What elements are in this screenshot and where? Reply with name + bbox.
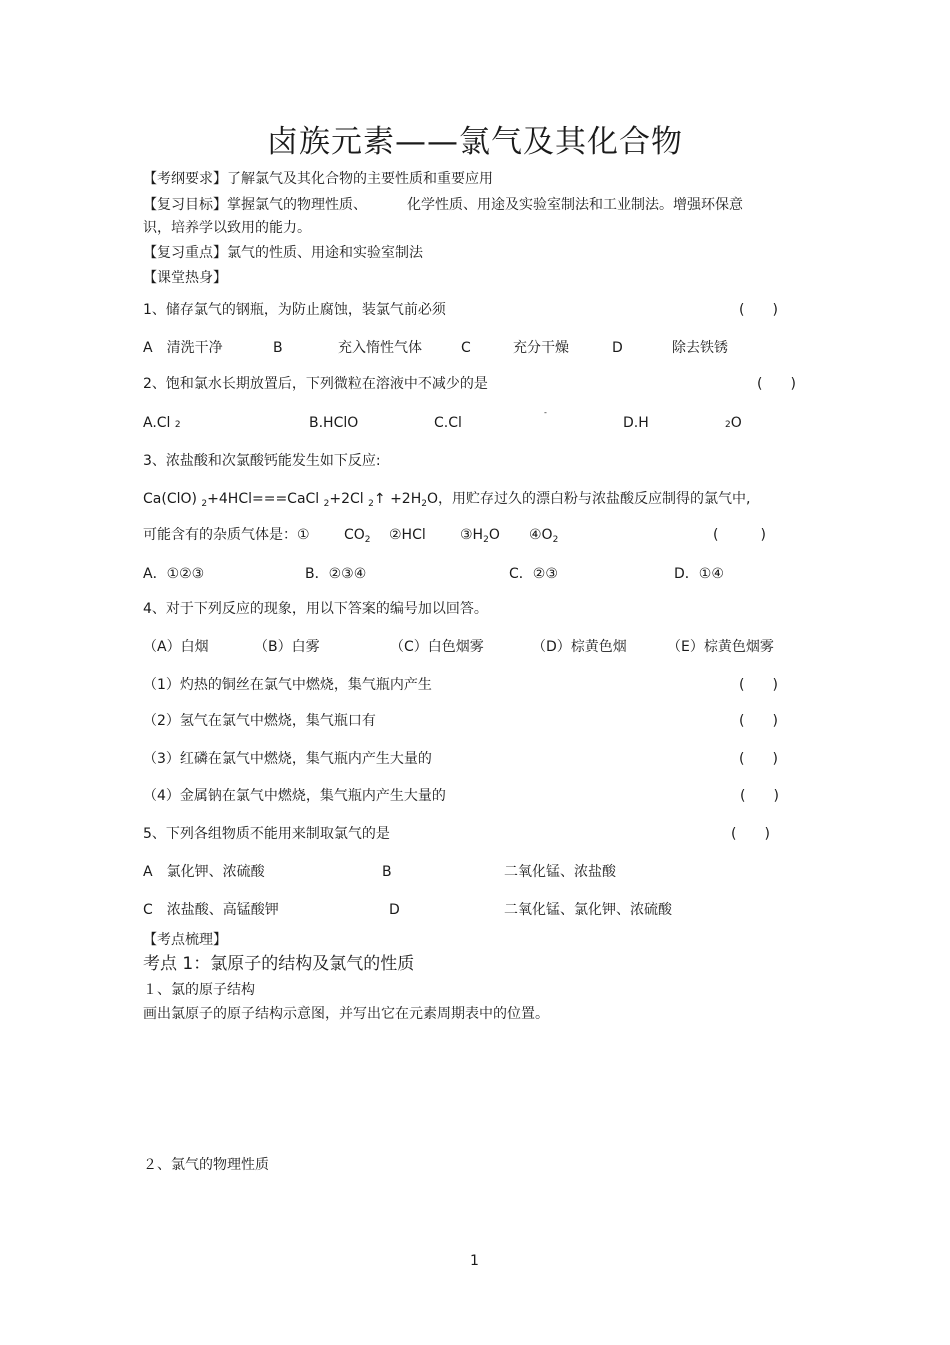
kaodian-heading: 【考点梳理】: [143, 932, 227, 948]
kaogang-line: 【考纲要求】了解氯气及其化合物的主要性质和重要应用: [143, 171, 493, 187]
q2-stem: 2、饱和氯水长期放置后，下列微粒在溶液中不减少的是: [143, 376, 488, 392]
q3-option-d: D．①④: [674, 566, 724, 582]
q4-sub-1-paren: ( ): [739, 677, 778, 693]
q4-choice-d: （D）棕黄色烟: [532, 639, 627, 655]
page-title: 卤族元素——氯气及其化合物: [267, 124, 683, 160]
mubiao-line-1b: 化学性质、用途及实验室制法和工业制法。增强环保意: [407, 197, 743, 213]
mubiao-line-2: 识，培养学以致用的能力。: [143, 220, 311, 236]
q2-option-c: C.Cl: [434, 415, 462, 431]
q3-answer-paren: ( ): [713, 527, 766, 543]
q1-option-b: 充入惰性气体: [338, 340, 422, 356]
q3-equation: Ca(ClO) $_2$+4HCl===CaCl $_2$+2Cl $_2$↑ $+2H_2O$，用贮存过久的漂白粉与浓盐酸反应制得的氯气中,: [143, 491, 751, 509]
q1-option-c: 充分干燥: [513, 340, 569, 356]
q4-choice-c: （C）白色烟雾: [390, 639, 484, 655]
q4-sub-2-paren: ( ): [739, 713, 778, 729]
q2-option-a: A.Cl 2: [143, 415, 181, 431]
q3-impurity-co2: $CO_2$: [344, 527, 371, 545]
q4-stem: 4、对于下列反应的现象，用以下答案的编号加以回答。: [143, 601, 488, 617]
q1-option-d-letter: D: [612, 340, 623, 356]
q4-sub-1: （1）灼热的铜丝在氯气中燃烧，集气瓶内产生: [143, 677, 432, 693]
q2-option-c-charge: -: [544, 408, 547, 417]
q2-answer-paren: ( ): [757, 376, 796, 392]
q4-choice-b: （B）白雾: [254, 639, 320, 655]
q4-sub-3: （3）红磷在氯气中燃烧，集气瓶内产生大量的: [143, 751, 432, 767]
q2-option-d: D.H: [623, 415, 649, 431]
q3-option-b: B．②③④: [305, 566, 367, 582]
q1-option-d: 除去铁锈: [672, 340, 728, 356]
q3-impurity-h2o: $③H_2O$: [460, 527, 500, 545]
q4-choice-a: （A）白烟: [143, 639, 209, 655]
atom-structure-instruction: 画出氯原子的原子结构示意图，并写出它在元素周期表中的位置。: [143, 1006, 549, 1022]
q5-stem: 5、下列各组物质不能用来制取氯气的是: [143, 826, 390, 842]
q1-option-c-letter: C: [461, 340, 471, 356]
q4-sub-4-paren: ( ): [740, 788, 779, 804]
page-number: 1: [470, 1253, 479, 1269]
q5-answer-paren: ( ): [731, 826, 770, 842]
zhongdian-line: 【复习重点】氯气的性质、用途和实验室制法: [143, 245, 423, 261]
atom-structure-heading: １、氯的原子结构: [143, 982, 255, 998]
mubiao-line-1a: 【复习目标】掌握氯气的物理性质、: [143, 197, 367, 213]
q1-stem: 1、储存氯气的钢瓶，为防止腐蚀，装氯气前必须: [143, 302, 446, 318]
q4-sub-2: （2）氢气在氯气中燃烧，集气瓶口有: [143, 713, 376, 729]
kaodian-1-title: 考点 1：氯原子的结构及氯气的性质: [143, 954, 415, 974]
physical-properties-heading: ２、氯气的物理性质: [143, 1157, 269, 1173]
q5-option-d: 二氧化锰、氯化钾、浓硫酸: [504, 902, 672, 918]
q3-stem: 3、浓盐酸和次氯酸钙能发生如下反应:: [143, 453, 381, 469]
reshen-heading: 【课堂热身】: [143, 270, 227, 286]
q5-option-a: A 氯化钾、浓硫酸: [143, 864, 265, 880]
q4-choice-e: （E）棕黄色烟雾: [667, 639, 774, 655]
q3-impurity-stem: 可能含有的杂质气体是：①: [143, 527, 310, 543]
q3-impurity-o2: $④O_2$: [529, 527, 559, 545]
q4-sub-4: （4）金属钠在氯气中燃烧，集气瓶内产生大量的: [143, 788, 446, 804]
q1-option-a: A 清洗干净: [143, 340, 223, 356]
q3-option-c: C．②③: [509, 566, 558, 582]
q1-option-b-letter: B: [273, 340, 283, 356]
q5-option-b-letter: B: [382, 864, 392, 880]
q2-option-b: B.HClO: [309, 415, 359, 431]
q2-option-d-tail: 2O: [725, 415, 742, 431]
q3-option-a: A．①②③: [143, 566, 205, 582]
q5-option-c: C 浓盐酸、高锰酸钾: [143, 902, 279, 918]
q5-option-d-letter: D: [389, 902, 400, 918]
q4-sub-3-paren: ( ): [739, 751, 778, 767]
q3-impurity-hcl: ②HCl: [389, 527, 426, 543]
q5-option-b: 二氧化锰、浓盐酸: [504, 864, 616, 880]
q1-answer-paren: ( ): [739, 302, 778, 318]
